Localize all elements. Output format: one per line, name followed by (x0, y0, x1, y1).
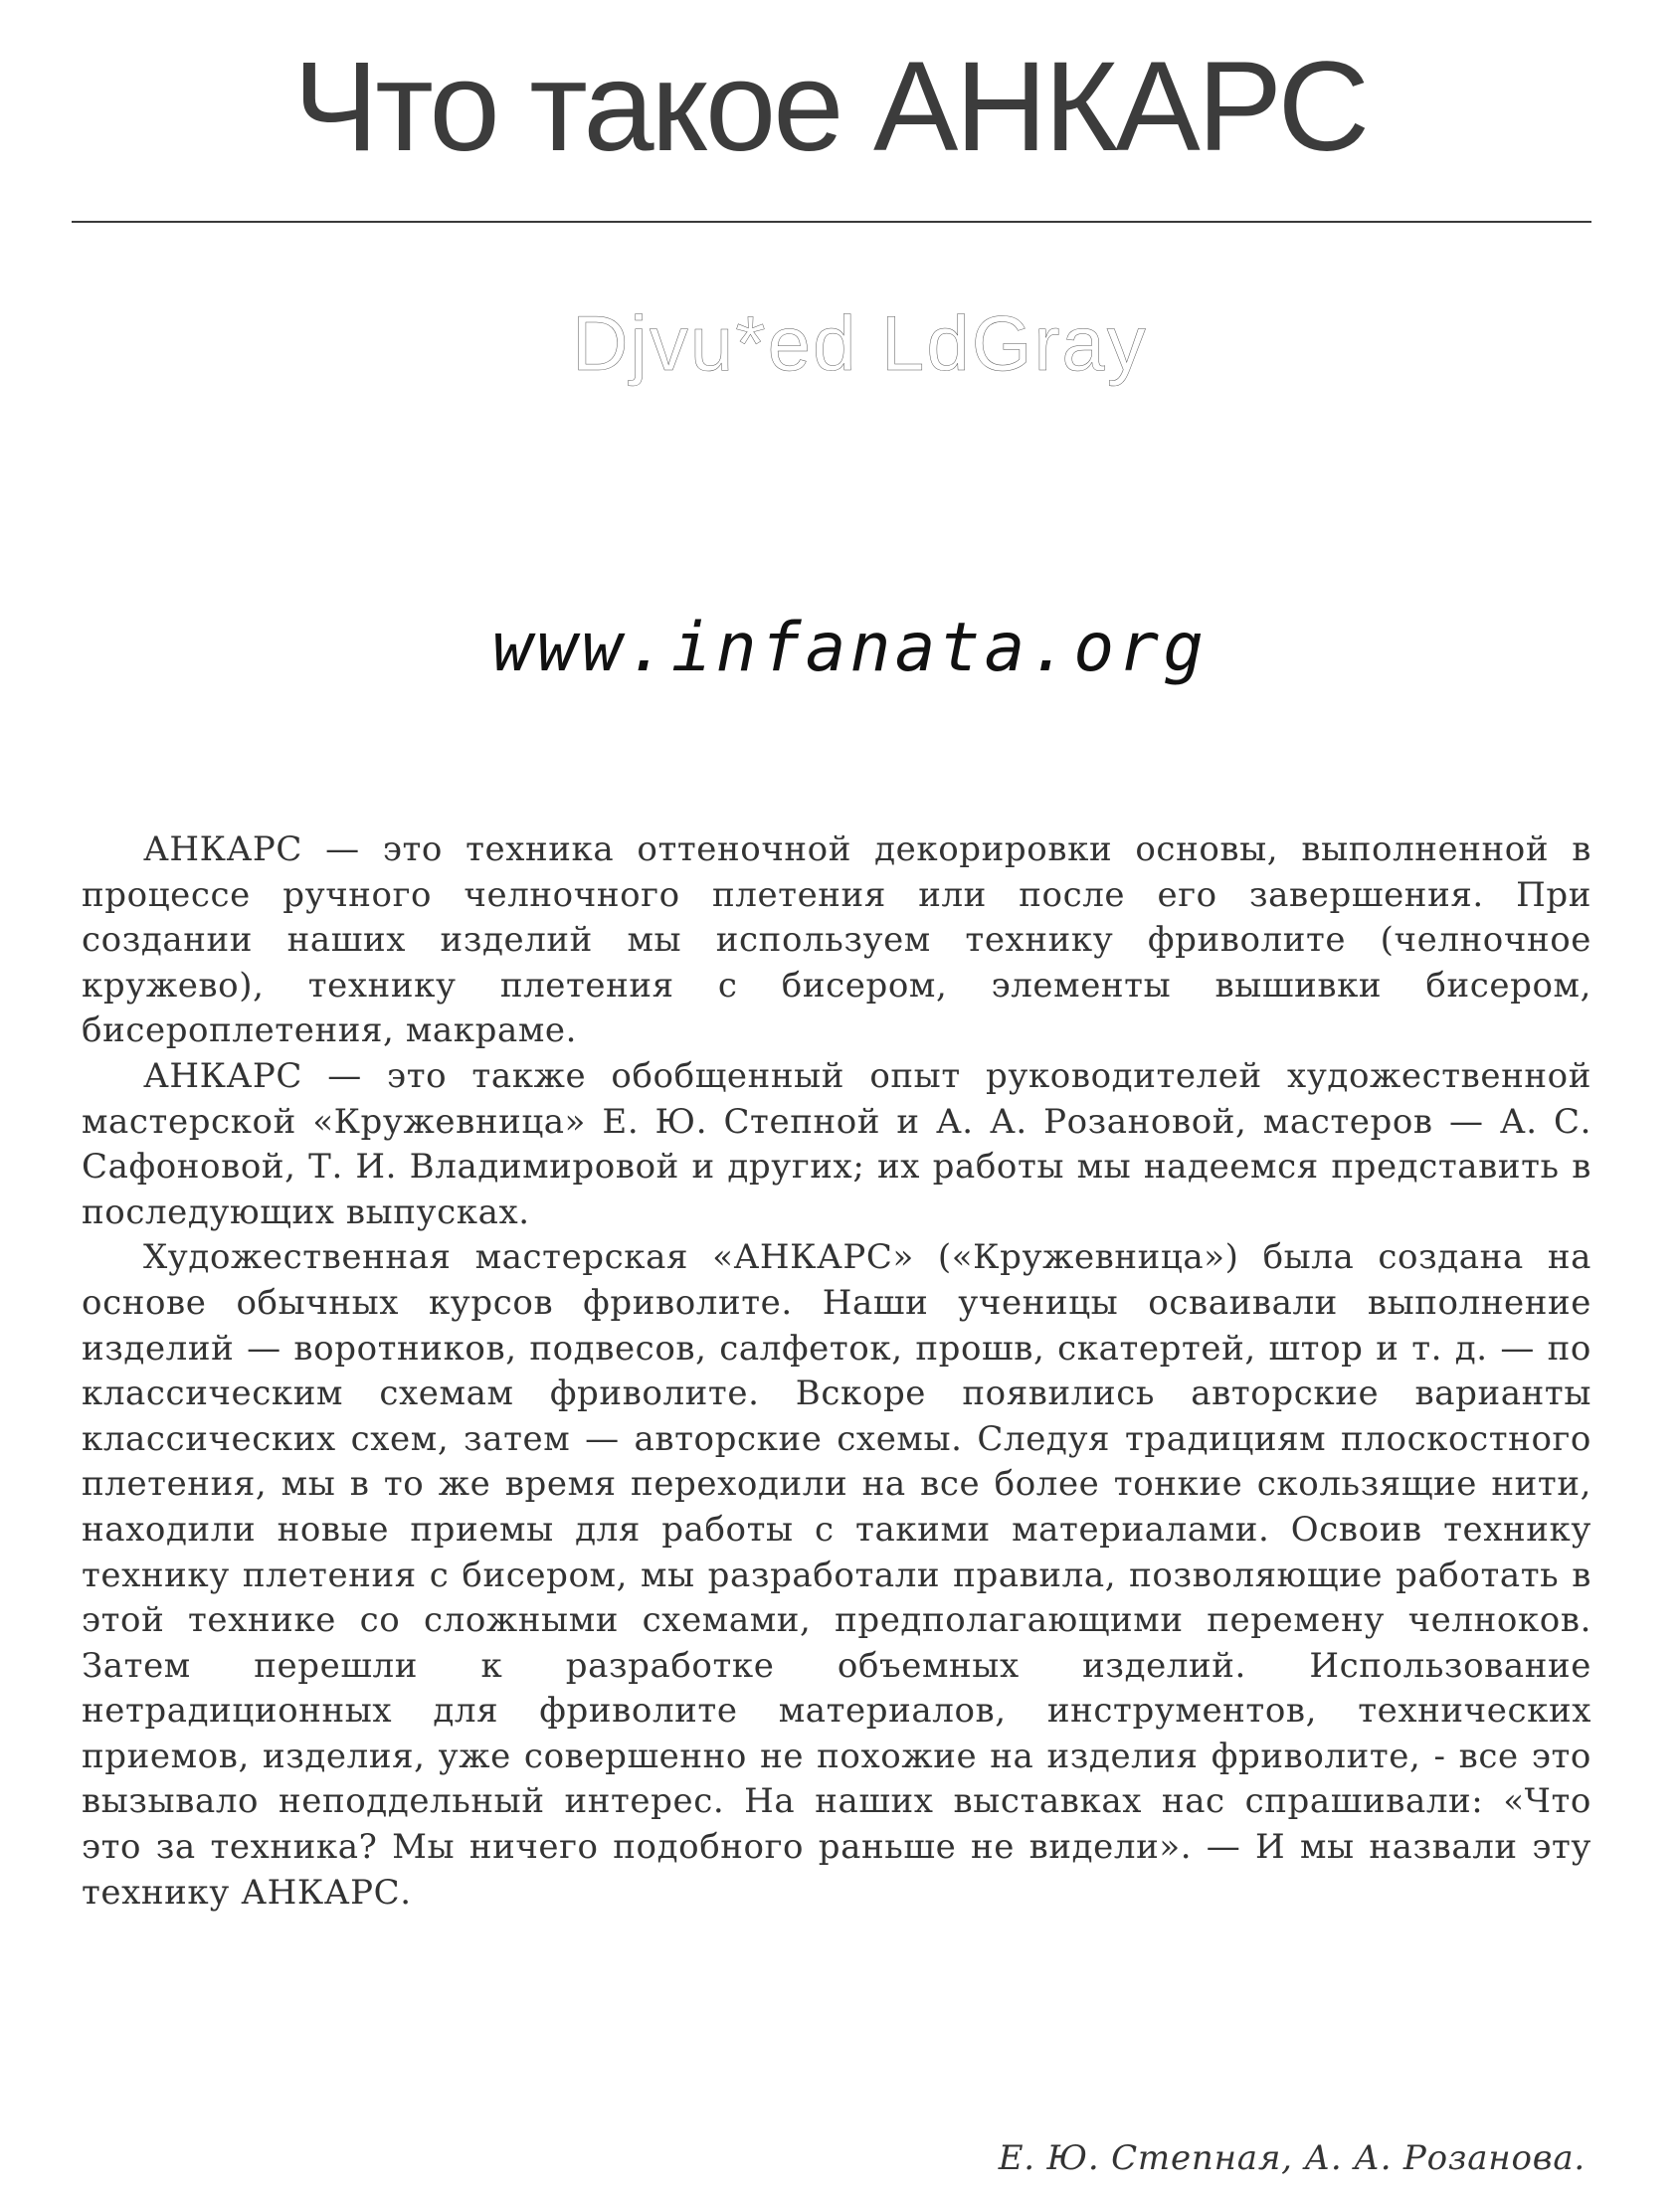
paragraph-3: Художественная мастерская «АНКАРС» («Кружевница») была создана на основе обычных курсов фриволите. Наши ученицы осваивали выполнение изделий — воротников, подвесов, салфеток, прошв, скатертей, штор и т. д. — по классическим схемам фриволите. Вскоре появились авторские варианты классических схем, затем — авторские схемы. Следуя традициям плоскостного плетения, мы в то же время переходили на все более тонкие скользящие нити, находили новые приемы для работы с такими материалами. Освоив технику технику плетения с бисером, мы разработали правила, позволяющие работать в этой технике со сложными схемами, предполагающими перемену челноков. Затем перешли к разработке объемных изделий. Использование нетрадиционных для фриволите материалов, инструментов, технических приемов, изделия, уже совершенно не похожие на изделия фриволите, - все это вызывало неподдельный интерес. На наших выставках нас спрашивали: «Что это за техника? Мы ничего подобного раньше не видели». — И мы назвали эту технику АНКАРС. (82, 1237, 1591, 1913)
page-title: Что такое АНКАРС (292, 36, 1368, 178)
paragraph-1: АНКАРС — это техника оттеночной декорировки основы, выполненной в процессе ручного челночного плетения или после его завершения. При создании наших изделий мы используем технику фриволите (челночное кружево), технику плетения с бисером, элементы вышивки бисером, бисероплетения, макраме. (82, 829, 1591, 1051)
scan-watermark: Djvu*ed LdGray (572, 299, 1148, 387)
article-body (82, 827, 1591, 1916)
source-url: www.infanata.org (491, 609, 1209, 687)
paragraph-2: АНКАРС — это также обобщенный опыт руководителей художественной мастерской «Кружевница» Е. Ю. Степной и А. А. Розановой, мастеров — А. С. Сафоновой, Т. И. Владимировой и других; их работы мы надеемся представить в последующих выпусках. (82, 1055, 1591, 1232)
title-divider (72, 221, 1591, 223)
authors-signature: Е. Ю. Степная, А. А. Розанова. (998, 2138, 1586, 2178)
